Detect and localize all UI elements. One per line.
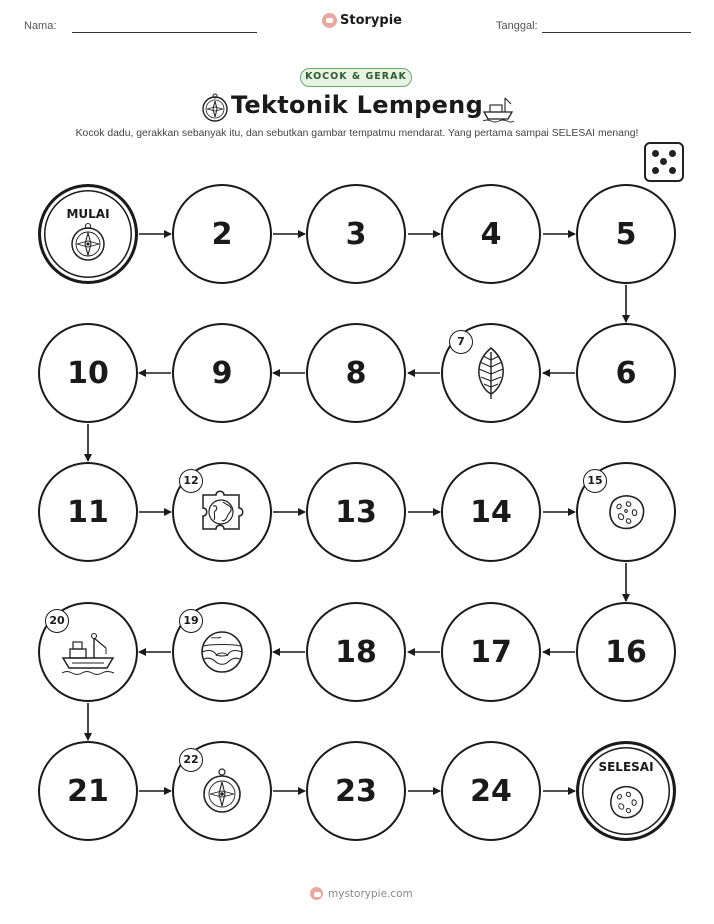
space-number-tag: 20 — [45, 609, 69, 633]
board-space — [441, 184, 541, 284]
board-space — [38, 323, 138, 423]
category-badge: KOCOK & GERAK — [300, 68, 412, 87]
space-number: 18 — [335, 634, 377, 670]
storypie-logo-icon — [310, 887, 323, 900]
space-number-tag: 12 — [179, 469, 203, 493]
puzzle-globe-icon — [199, 489, 245, 535]
date-label: Tanggal: — [496, 20, 538, 32]
board-space — [441, 602, 541, 702]
space-number: 8 — [345, 355, 367, 391]
space-number: 3 — [345, 216, 367, 252]
space-number: 5 — [615, 216, 637, 252]
space-number: 14 — [470, 494, 512, 530]
leaf-icon — [469, 346, 513, 400]
start-label: MULAI — [66, 207, 110, 221]
page-title: Tektonik Lempeng — [230, 91, 484, 119]
start-space — [38, 184, 138, 284]
board-space — [306, 184, 406, 284]
earth-layers-icon — [199, 629, 245, 675]
board-space — [576, 184, 676, 284]
board-space — [172, 323, 272, 423]
rock-icon — [605, 492, 647, 532]
space-number: 9 — [211, 355, 233, 391]
board-space — [38, 462, 138, 562]
board-space — [441, 462, 541, 562]
space-number-tag: 15 — [583, 469, 607, 493]
space-number: 17 — [470, 634, 512, 670]
finish-label: SELESAI — [598, 760, 654, 774]
space-number: 4 — [480, 216, 502, 252]
footer — [310, 887, 413, 900]
board-space — [306, 462, 406, 562]
space-number: 10 — [67, 355, 109, 391]
space-number: 24 — [470, 773, 512, 809]
space-number: 11 — [67, 494, 109, 530]
board-space — [306, 602, 406, 702]
board-space — [306, 741, 406, 841]
compass-icon — [68, 222, 108, 262]
space-number-tag: 22 — [179, 748, 203, 772]
rock-icon — [606, 783, 646, 821]
space-number-tag: 19 — [179, 609, 203, 633]
footer-url[interactable]: mystorypie.com — [328, 887, 413, 900]
board-space — [441, 741, 541, 841]
board-space — [172, 184, 272, 284]
space-number: 13 — [335, 494, 377, 530]
space-number: 21 — [67, 773, 109, 809]
space-number: 16 — [605, 634, 647, 670]
ship-icon — [60, 628, 116, 676]
space-number-tag: 7 — [449, 330, 473, 354]
space-number: 23 — [335, 773, 377, 809]
space-number: 6 — [615, 355, 637, 391]
board-space — [576, 323, 676, 423]
board-space — [306, 323, 406, 423]
name-label: Nama: — [24, 20, 57, 32]
instructions: Kocok dadu, gerakkan sebanyak itu, dan sebutkan gambar tempatmu mendarat. Yang pertama sampai SELESAI menang! — [75, 128, 639, 139]
board-space — [576, 602, 676, 702]
space-number: 2 — [211, 216, 233, 252]
board-space — [38, 741, 138, 841]
finish-space — [576, 741, 676, 841]
brand-name: Storypie — [340, 13, 402, 28]
compass-icon — [201, 767, 243, 815]
